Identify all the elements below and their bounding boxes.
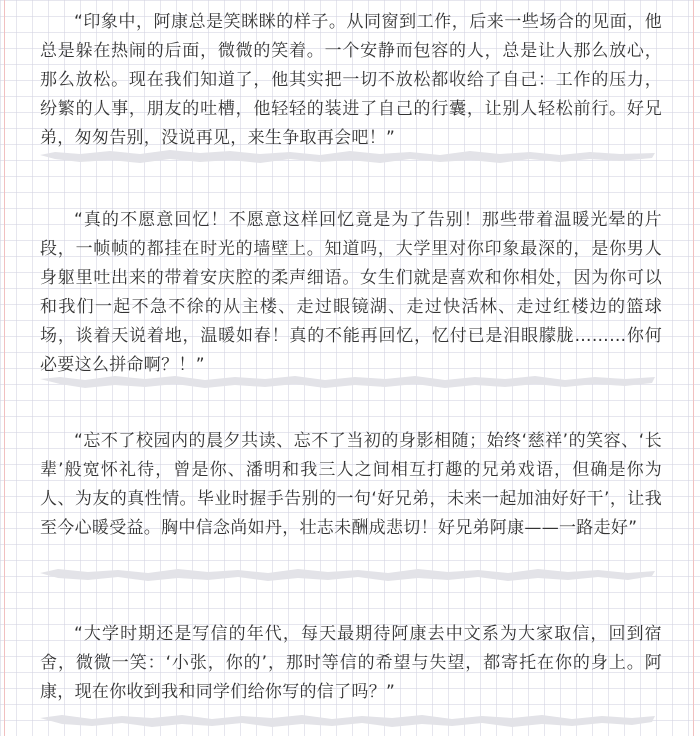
quote-paragraph-3: “忘不了校园内的晨夕共读、忘不了当初的身影相随；始终‘慈祥’的笑容、‘长辈’般宽怀礼待，曾是你、潘明和我三人之间相互打趣的兄弟戏语，但确是你为人、为友的真性情。毕业时握手告别的一句‘好兄弟，未来一起加油好好干’，让我至今心暖受益。胸中信念尚如丹，壮志未酬成悲切！好兄弟阿康——一路走好” xyxy=(40,431,662,538)
brush-divider-4 xyxy=(40,710,655,732)
quote-paragraph-2: “真的不愿意回忆！不愿意这样回忆竟是为了告别！那些带着温暖光晕的片段，一帧帧的都挂在时光的墙壁上。知道吗，大学里对你印象最深的，是你男人身躯里吐出来的带着安庆腔的柔声细语。女生们就是喜欢和你相处，因为你可以和我们一起不急不徐的从主楼、走过眼镜湖、走过快活林、走过红楼边的篮球场，谈着天说着地，温暖如春！真的不能再回忆，忆付已是泪眼朦胧………你何必要这么拼命啊？！” xyxy=(40,210,662,375)
quote-paragraph-1: “印象中，阿康总是笑眯眯的样子。从同窗到工作，后来一些场合的见面，他总是躲在热闹的后面，微微的笑着。一个安静而包容的人，总是让人那么放心，那么放松。现在我们知道了，他其实把一切不放松都收给了自己：工作的压力，纷繁的人事，朋友的吐槽，他轻轻的装进了自己的行囊，让别人轻松前行。好兄弟，匆匆告别，没说再见，来生争取再会吧！” xyxy=(40,12,662,148)
brush-divider-3 xyxy=(40,564,655,586)
quote-paragraph-4: “大学时期还是写信的年代，每天最期待阿康去中文系为大家取信，回到宿舍，微微一笑：‘小张，你的’，那时等信的希望与失望，都寄托在你的身上。阿康，现在你收到我和同学们给你写的信了吗？” xyxy=(40,624,662,702)
brush-divider-1 xyxy=(40,146,655,168)
brush-divider-2 xyxy=(40,371,655,393)
